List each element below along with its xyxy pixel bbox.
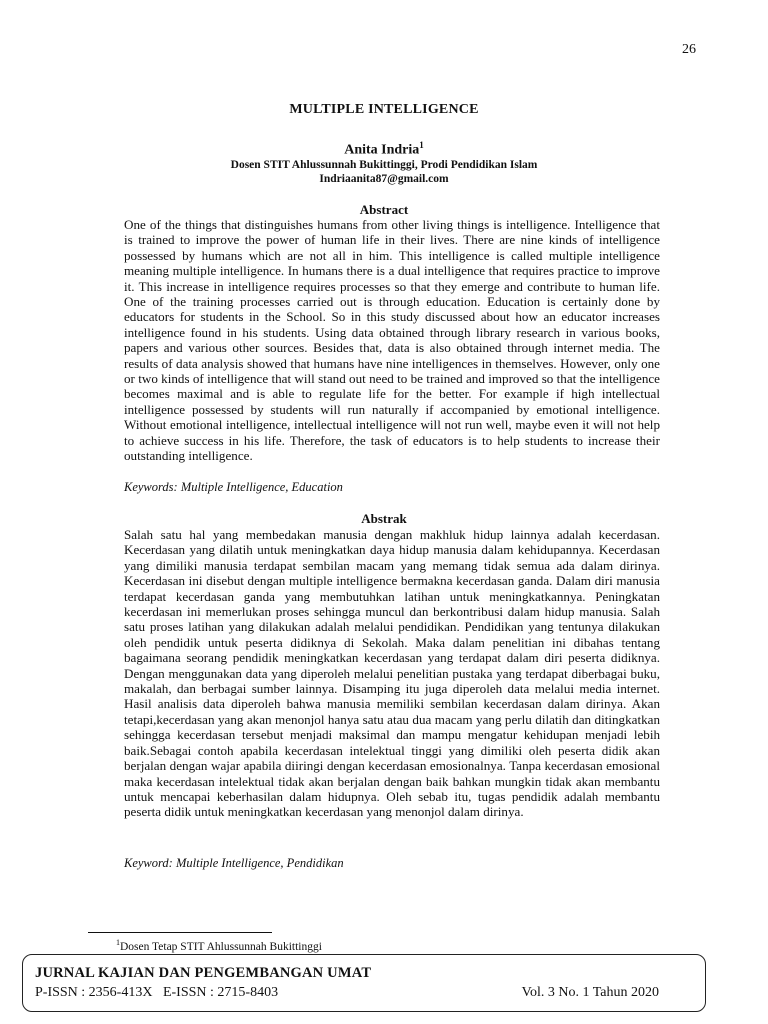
footnote [116, 938, 322, 953]
footnote-text: Dosen Tetap STIT Ahlussunnah Bukittinggi [120, 940, 322, 953]
author-email: Indriaanita87@gmail.com [319, 173, 449, 185]
author-affiliation-block [0, 158, 768, 186]
footnote-mark: 1 [116, 938, 120, 947]
paper-title: MULTIPLE INTELLIGENCE [289, 102, 479, 117]
abstrak-text: Salah satu hal yang membedakan manusia dengan makhluk hidup lainnya adalah kecerdasan. Kecerdasan yang dilatih untuk meningkatkan daya hidup manusia dalam kehidupannya. Kecerdasan yang dimiliki manusia terdapat sembilan macam yang memang tidak semua ada dalam dirinya. Kecerdasan ini disebut dengan multiple intelligence bermakna kecerdasan ganda. Dalam diri manusia terdapat kecerdasan ganda yang membutuhkan latihan untuk meningkatkannya. Peningkatan kecerdasan ini memerlukan proses sehingga muncul dan berkontribusi dalam hidup manusia. Salah satu proses latihan yang dilakukan adalah melalui pendidikan. Pendidikan yang tentunya dilakukan oleh pendidik untuk peserta didiknya di Sekolah. Maka dalam penelitian ini dibahas tentang bagaimana seorang pendidik meningkatkan kecerdasan yang terdapat dalam diri peserta didiknya. Dengan menggunakan data yang diperoleh melalui penelitian pustaka yang terdapat diberbagai buku, makalah, dan berbagai sumber lainnya. Disamping itu juga diperoleh data melalui media internet. Hasil analisis data diperoleh bahwa manusia memiliki sembilan kecerdasan dalam dirinya. Akan tetapi,kecerdasan yang akan menonjol hanya satu atau dua macam yang perlu dilatih dan ditingkatkan sehingga kecerdasan tersebut menjadi maksimal dan mampu mengatur kehidupan menjadi lebih baik.Sebagai contoh apabila kecerdasan intelektual tinggi yang dimiliki oleh peserta didik akan berjalan dengan wajar apabila diiringi dengan kecerdasan emosionalnya. Tanpa kecerdasan emosional maka kecerdasan intelektual tidak akan berjalan dengan baik bahkan mungkin tidak akan membantu untuk mencapai keberhasilan dalam hidupnya. Oleh sebab itu, tugas pendidik adalah membantu peserta didik untuk meningkatkan kecerdasan yang menonjol dalam dirinya. [124, 527, 660, 820]
page-number: 26 [682, 42, 696, 57]
footnote-divider [88, 932, 272, 933]
author-footnote-mark: 1 [419, 140, 424, 150]
abstract-text: One of the things that distinguishes humans from other living things is intelligence. Intelligence that is trained to improve the power of human life in their lives. There are nine kinds of intelligence possessed by humans which are not all in him. This intelligence is called multiple intelligence meaning multiple intelligence. In humans there is a dual intelligence that requires practice to improve it. This increase in intelligence requires processes so that they emerge and contribute to human life. One of the training processes carried out is through education. Education is certainly done by educators for students in the School. So in this study discussed about how an educator increases intelligence found in his students. Using data obtained through library research in various books, papers and various other sources. Besides that, data is also obtained through internet media. The results of data analysis showed that humans have nine intelligences in themselves. However, only one or two kinds of intelligence that will stand out need to be trained and improved so that the intelligence becomes maximal and is able to regulate life for the better. For example if high intellectual intelligence possessed by students will run naturally if accompanied by emotional intelligence. Without emotional intelligence, intellectual intelligence will not run well, maybe even it will not help to achieve success in his life. Therefore, the task of educators is to help students to increase their outstanding intelligence. [124, 217, 660, 464]
abstract-heading: Abstract [359, 202, 409, 217]
author-line [0, 140, 768, 159]
author-affiliation: Dosen STIT Ahlussunnah Bukittinggi, Prodi Pendidikan Islam [230, 159, 538, 171]
journal-footer-box [22, 954, 706, 1012]
abstract-keywords: Keywords: Multiple Intelligence, Education [124, 480, 343, 494]
author-name: Anita Indria [344, 142, 420, 158]
abstrak-heading: Abstrak [361, 511, 407, 526]
journal-name: JURNAL KAJIAN DAN PENGEMBANGAN UMAT [35, 965, 372, 981]
journal-issn: P-ISSN : 2356-413X E-ISSN : 2715-8403 [35, 985, 279, 1000]
journal-volume: Vol. 3 No. 1 Tahun 2020 [521, 985, 659, 1000]
abstrak-keywords: Keyword: Multiple Intelligence, Pendidikan [124, 856, 344, 870]
